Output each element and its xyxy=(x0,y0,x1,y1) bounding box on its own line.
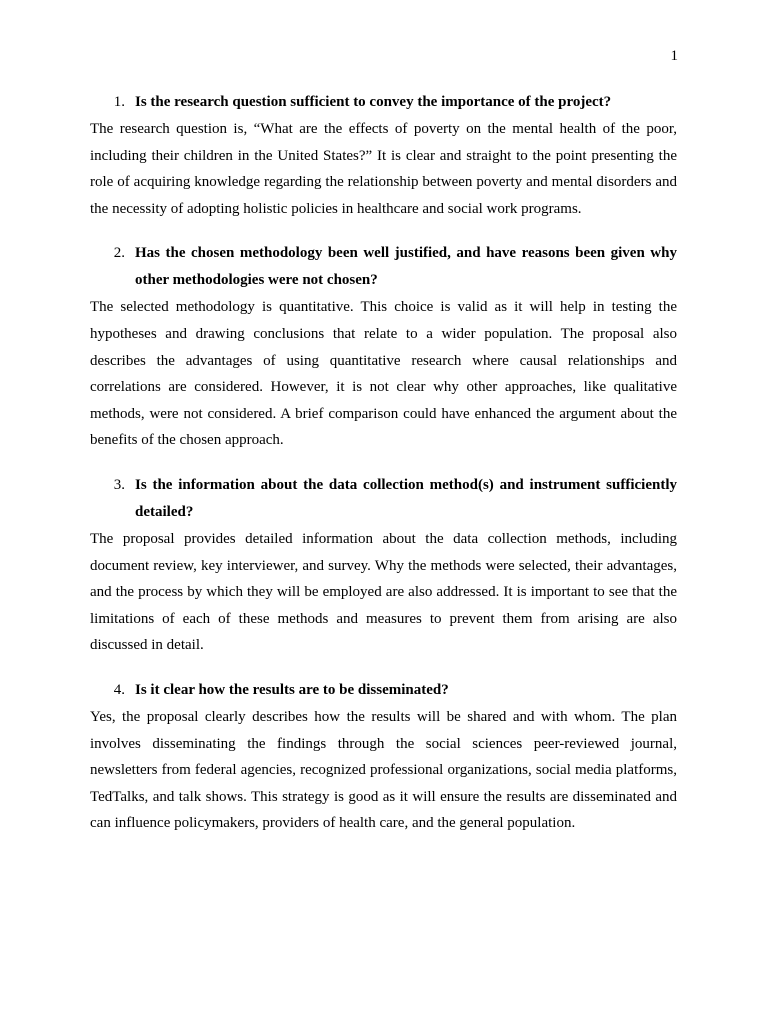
question-number: 3. xyxy=(113,476,125,493)
question-text: Is the information about the data collection method(s) and instrument sufficiently detailed? xyxy=(135,476,677,520)
page-number: 1 xyxy=(670,48,678,64)
question-heading xyxy=(90,89,677,116)
section-1 xyxy=(90,89,677,222)
question-heading xyxy=(90,677,677,704)
question-number: 4. xyxy=(113,681,125,698)
question-heading xyxy=(90,240,677,294)
question-text: Is it clear how the results are to be disseminated? xyxy=(135,681,449,698)
question-heading xyxy=(90,472,677,526)
question-number: 1. xyxy=(113,94,125,110)
section-2 xyxy=(90,240,677,454)
question-text: Has the chosen methodology been well justified, and have reasons been given why other methodologies were not chosen? xyxy=(135,245,677,289)
section-3 xyxy=(90,472,677,659)
question-text: Is the research question sufficient to convey the importance of the project? xyxy=(135,94,612,110)
answer-paragraph: The proposal provides detailed information about the data collection methods, including document review, key interviewer, and survey. Why the methods were selected, their advantages, and the process by which they will be employed are also addressed. It is important to see that the limitations of each of these methods and measures to prevent them from arising are also discussed in detail. xyxy=(90,530,677,654)
answer-paragraph: The research question is, “What are the effects of poverty on the mental health of the poor, including their children in the United States?” It is clear and straight to the point presenting the role of acquiring knowledge regarding the relationship between poverty and mental disorders and the necessity of adopting holistic policies in healthcare and social work programs. xyxy=(90,121,677,217)
question-number: 2. xyxy=(113,245,125,262)
answer-paragraph: Yes, the proposal clearly describes how the results will be shared and with whom. The plan involves disseminating the findings through the social sciences peer-reviewed journal, newsletters from federal agencies, recognized professional organizations, social media platforms, TedTalks, and talk shows. This strategy is good as it will ensure the results are disseminated and can influence policymakers, providers of health care, and the general population. xyxy=(90,708,677,832)
section-4 xyxy=(90,677,677,837)
document-body xyxy=(90,89,677,855)
answer-paragraph: The selected methodology is quantitative. This choice is valid as it will help in testing the hypotheses and drawing conclusions that relate to a wider population. The proposal also describes the advantages of using quantitative research where causal relationships and correlations are considered. However, it is not clear why other approaches, like qualitative methods, were not considered. A brief comparison could have enhanced the argument about the benefits of the chosen approach. xyxy=(90,299,677,449)
